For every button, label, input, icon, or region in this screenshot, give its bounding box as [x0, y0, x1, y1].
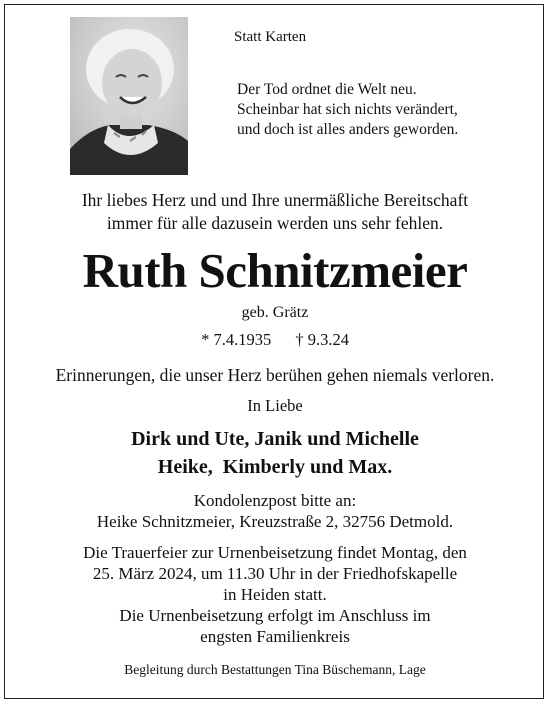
condolence-line: Heike Schnitzmeier, Kreuzstraße 2, 32756 Detmold. [96, 512, 454, 531]
funeral-line: engsten Familienkreis [200, 627, 350, 646]
family-line: Heike, Kimberly und Max. [157, 456, 393, 478]
death-date: † 9.3.24 [295, 330, 349, 349]
family-names [0, 425, 550, 481]
family-line: Dirk und Ute, Janik und Michelle [131, 428, 419, 450]
intro-text [0, 189, 550, 235]
funeral-line: in Heiden statt. [223, 585, 327, 604]
intro-line: immer für alle dazusein werden uns sehr fehlen. [106, 213, 444, 233]
portrait-photo [70, 17, 188, 175]
condolence-address [0, 490, 550, 532]
poem-line: und doch ist alles anders geworden. [237, 121, 459, 138]
deceased-name: Ruth Schnitzmeier [82, 243, 468, 298]
in-liebe-label: In Liebe [247, 396, 303, 415]
poem-line: Der Tod ordnet die Welt neu. [237, 81, 417, 98]
funeral-info [0, 542, 550, 647]
intro-line: Ihr liebes Herz und und Ihre unermäßliche Bereitschaft [81, 190, 469, 210]
poem-line: Scheinbar hat sich nichts verändert, [237, 101, 458, 118]
funeral-line: Die Urnenbeisetzung erfolgt im Anschluss im [119, 606, 431, 625]
funeral-line: 25. März 2024, um 11.30 Uhr in der Friedhofskapelle [92, 564, 458, 583]
life-dates [0, 330, 550, 350]
funeral-line: Die Trauerfeier zur Urnenbeisetzung findet Montag, den [83, 543, 467, 562]
poem [237, 80, 458, 140]
memorial-quote: Erinnerungen, die unser Herz berühen gehen niemals verloren. [55, 365, 495, 385]
birth-date: * 7.4.1935 [201, 330, 272, 349]
statt-karten-label: Statt Karten [234, 29, 307, 45]
condolence-line: Kondolenzpost bitte an: [193, 491, 357, 510]
birth-name: geb. Grätz [241, 304, 309, 321]
funeral-home-credit: Begleitung durch Bestattungen Tina Büschemann, Lage [124, 662, 426, 677]
